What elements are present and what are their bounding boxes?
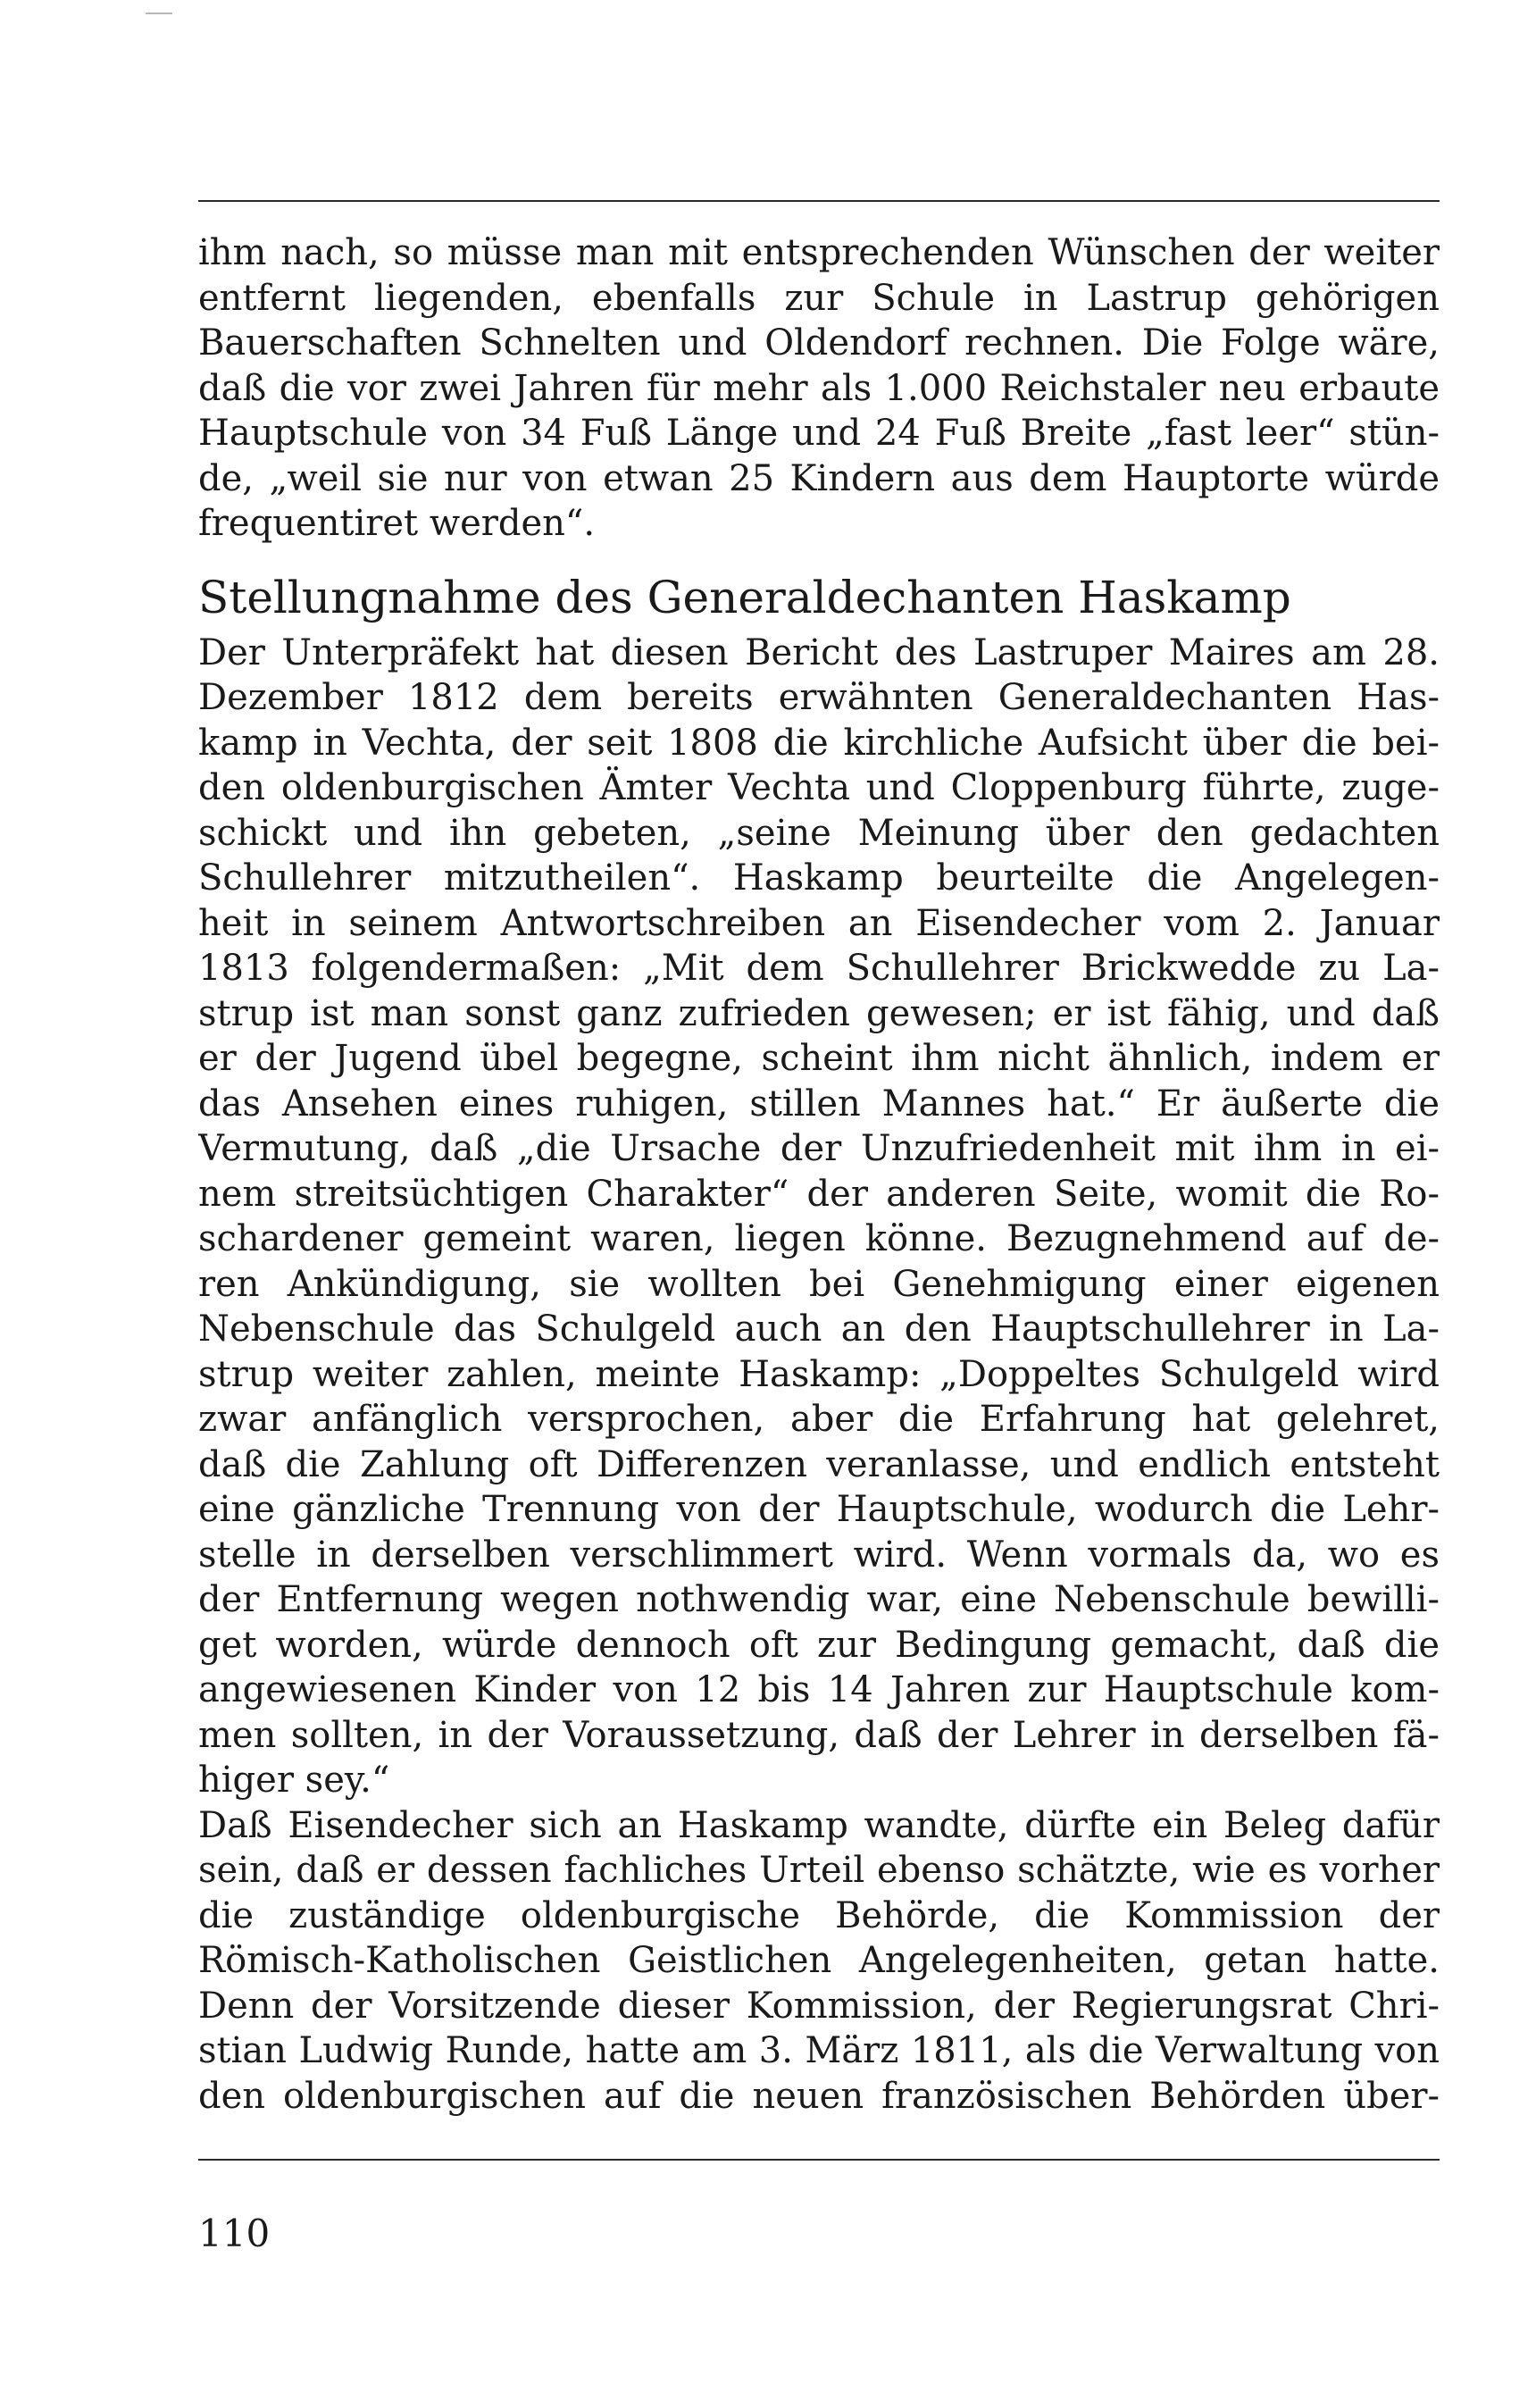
text-line: das Ansehen eines ruhigen, stillen Mannes hat.“ Er äußerte die	[198, 1083, 1440, 1125]
section-heading: Stellungnahme des Generaldechanten Haskamp	[198, 571, 1291, 623]
text-line: higer sey.“	[198, 1760, 390, 1801]
text-line: 1813 folgendermaßen: „Mit dem Schullehrer Brickwedde zu La-	[198, 948, 1440, 989]
text-line: Nebenschule das Schulgeld auch an den Hauptschullehrer in La-	[198, 1309, 1440, 1350]
text-line: ren Ankündigung, sie wollten bei Genehmigung einer eigenen	[198, 1263, 1440, 1305]
text-line: der Entfernung wegen nothwendig war, eine Nebenschule bewilli-	[198, 1579, 1440, 1620]
top-paragraph	[198, 230, 1440, 547]
section-paragraph-1	[198, 631, 1440, 1803]
text-line: strup weiter zahlen, meinte Haskamp: „Doppeltes Schulgeld wird	[198, 1353, 1440, 1395]
text-line: angewiesenen Kinder von 12 bis 14 Jahren zur Hauptschule kom-	[198, 1669, 1440, 1710]
text-line: er der Jugend übel begegne, scheint ihm nicht ähnlich, indem er	[198, 1038, 1440, 1079]
text-line: stian Ludwig Runde, hatte am 3. März 1811, als die Verwaltung von	[198, 2030, 1440, 2071]
text-line: nem streitsüchtigen Charakter“ der anderen Seite, womit die Ro-	[198, 1173, 1440, 1215]
text-line: Daß Eisendecher sich an Haskamp wandte, dürfte ein Beleg dafür	[198, 1804, 1440, 1846]
text-line: eine gänzliche Trennung von der Hauptschule, wodurch die Lehr-	[198, 1489, 1440, 1530]
text-line: Der Unterpräfekt hat diesen Bericht des Lastruper Maires am 28.	[198, 631, 1440, 673]
page-corner-mark	[146, 13, 172, 14]
text-line: kamp in Vechta, der seit 1808 die kirchliche Aufsicht über die bei-	[198, 722, 1440, 764]
text-line: get worden, würde dennoch oft zur Bedingung gemacht, daß die	[198, 1624, 1440, 1666]
text-line: Römisch-Katholischen Geistlichen Angelegenheiten, getan hatte.	[198, 1940, 1440, 1981]
text-line: heit in seinem Antwortschreiben an Eisendecher vom 2. Januar	[198, 902, 1440, 944]
text-line: Schullehrer mitzutheilen“. Haskamp beurteilte die Angelegen-	[198, 857, 1440, 899]
page-number: 110	[198, 2212, 271, 2255]
bottom-rule	[198, 2159, 1440, 2161]
text-line: ihm nach, so müsse man mit entsprechenden Wünschen der weiter	[198, 232, 1440, 273]
text-line: frequentiret werden“.	[198, 503, 596, 544]
text-line: schardener gemeint waren, liegen könne. Bezugnehmend auf de-	[198, 1218, 1440, 1259]
section-paragraph-2	[198, 1803, 1440, 2120]
text-line: schickt und ihn gebeten, „seine Meinung über den gedachten	[198, 812, 1440, 854]
top-rule	[198, 200, 1440, 202]
text-line: Dezember 1812 dem bereits erwähnten Generaldechanten Has-	[198, 677, 1440, 718]
text-line: Vermutung, daß „die Ursache der Unzufriedenheit mit ihm in ei-	[198, 1128, 1440, 1169]
text-line: den oldenburgischen Ämter Vechta und Cloppenburg führte, zuge-	[198, 767, 1440, 808]
text-line: entfernt liegenden, ebenfalls zur Schule in Lastrup gehörigen	[198, 277, 1440, 319]
text-line: daß die vor zwei Jahren für mehr als 1.000 Reichstaler neu erbaute	[198, 367, 1440, 409]
text-line: Bauerschaften Schnelten und Oldendorf rechnen. Die Folge wäre,	[198, 322, 1440, 364]
text-line: daß die Zahlung oft Differenzen veranlasse, und endlich entsteht	[198, 1443, 1440, 1485]
text-line: de, „weil sie nur von etwan 25 Kindern aus dem Hauptorte würde	[198, 457, 1440, 499]
text-line: Hauptschule von 34 Fuß Länge und 24 Fuß Breite „fast leer“ stün-	[198, 413, 1440, 454]
text-line: stelle in derselben verschlimmert wird. Wenn vormals da, wo es	[198, 1534, 1440, 1576]
text-line: sein, daß er dessen fachliches Urteil ebenso schätzte, wie es vorher	[198, 1850, 1440, 1891]
text-line: den oldenburgischen auf die neuen französischen Behörden über-	[198, 2075, 1440, 2117]
text-line: strup ist man sonst ganz zufrieden gewesen; er ist fähig, und daß	[198, 992, 1440, 1034]
text-line: men sollten, in der Voraussetzung, daß der Lehrer in derselben fä-	[198, 1714, 1440, 1756]
page-content	[198, 230, 1440, 2119]
text-line: zwar anfänglich versprochen, aber die Erfahrung hat gelehret,	[198, 1399, 1440, 1440]
text-line: die zuständige oldenburgische Behörde, die Kommission der	[198, 1894, 1440, 1936]
text-line: Denn der Vorsitzende dieser Kommission, der Regierungsrat Chri-	[198, 1985, 1440, 2027]
